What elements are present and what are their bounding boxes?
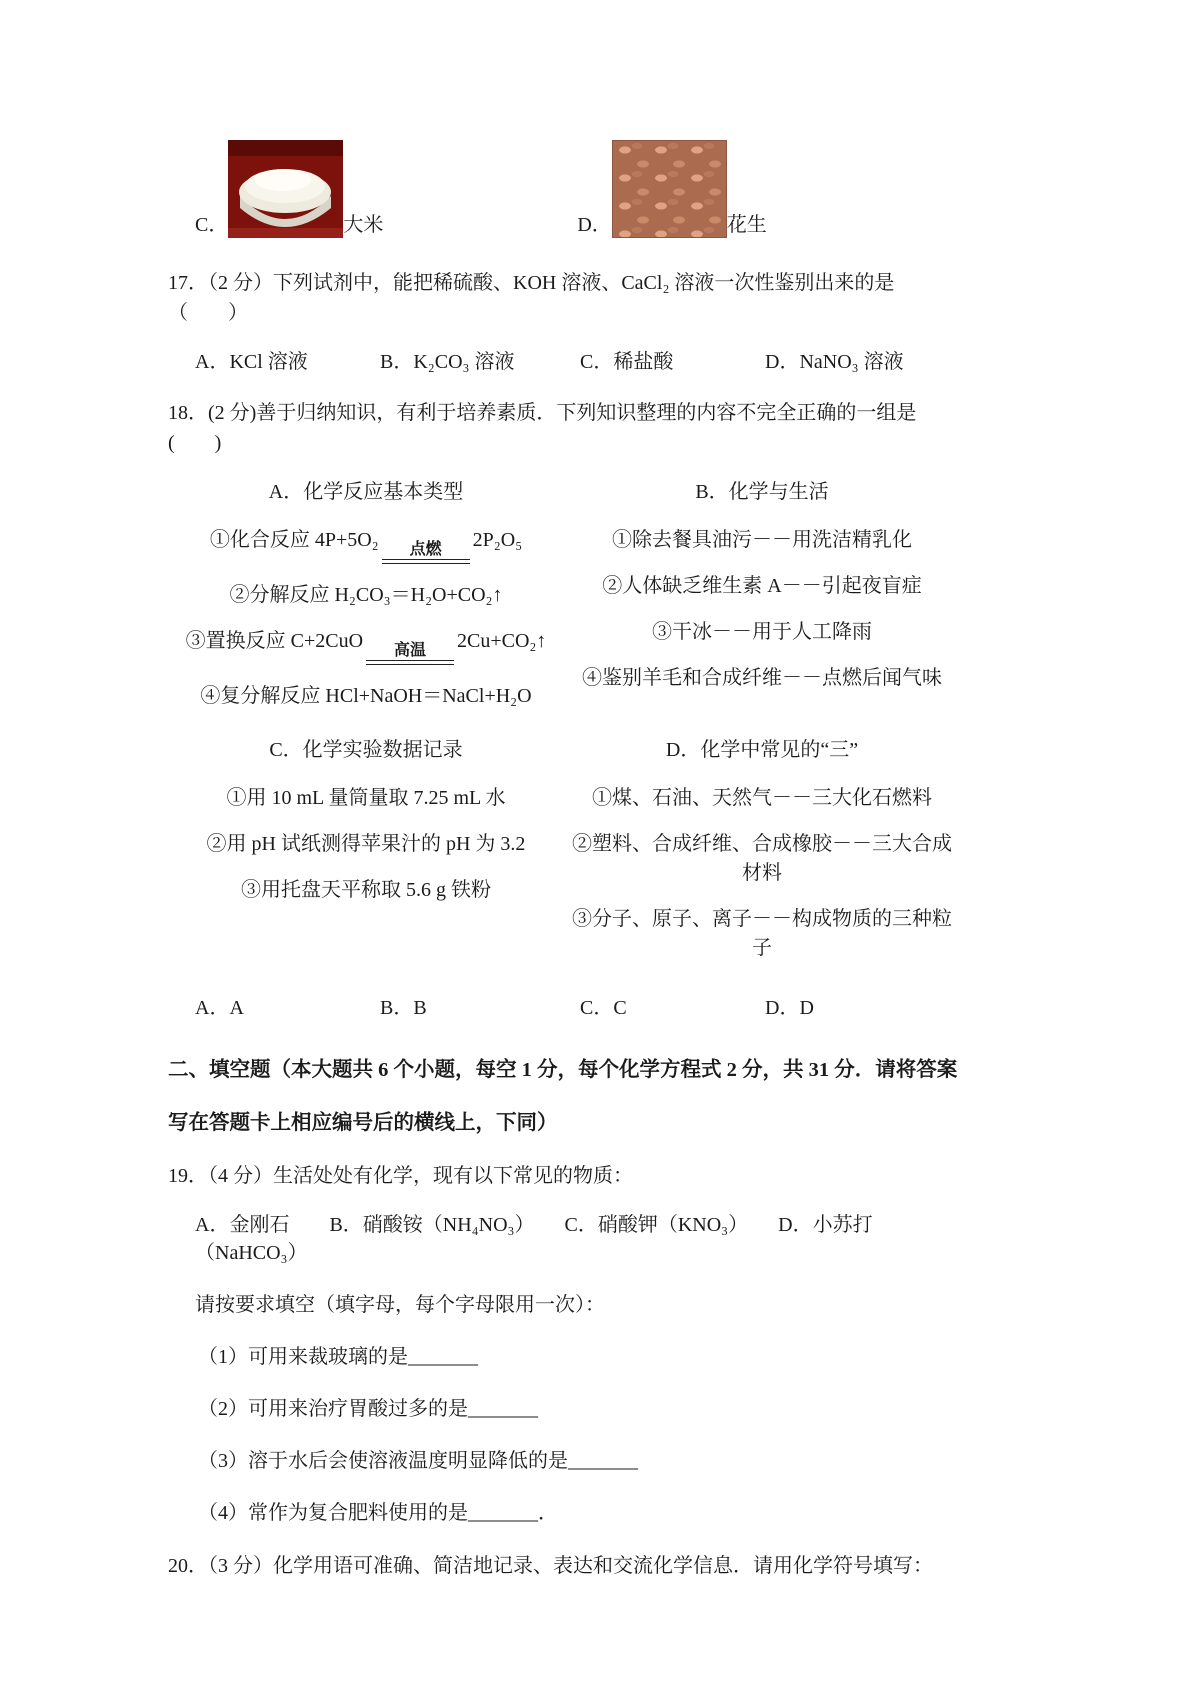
equation-combination	[210, 526, 522, 564]
double-line	[382, 559, 470, 564]
equation-1-left: ①化合反应 4P+5O₂	[209, 529, 379, 551]
question-19-stem: 19．（4 分）生活处处有化学，现有以下常见的物质：	[168, 1164, 633, 1187]
q19-blank-4: （4）常作为复合肥料使用的是_______．	[198, 1501, 558, 1524]
q18-answer-a: A．A	[195, 997, 244, 1019]
condition-high-temp: 高温	[366, 643, 454, 665]
question-17-stem: 17．（2 分）下列试剂中，能把稀硫酸、KOH 溶液、CaCl₂ 溶液一次性鉴别出来的是（ ）	[168, 272, 895, 324]
cell-b	[564, 478, 960, 728]
knowledge-table	[168, 478, 960, 980]
figure-row	[168, 140, 960, 238]
cell-b-title: B．化学与生活	[695, 481, 829, 503]
cell-c-item-1: ①用 10 mL 量筒量取 7.25 mL 水	[226, 787, 506, 809]
figure-d-label: D．	[577, 214, 612, 236]
equation-decomposition: ②分解反应 H₂CO₃＝H₂O+CO₂↑	[229, 584, 503, 606]
q17-option-c: C．稀盐酸	[580, 351, 674, 373]
condition-ignite: 点燃	[382, 542, 470, 564]
cell-c	[168, 736, 564, 980]
double-line	[366, 660, 454, 665]
figure-d-caption: 花生	[726, 214, 767, 236]
q19-blank-2: （2）可用来治疗胃酸过多的是_______	[198, 1397, 538, 1420]
cell-d-item-1: ①煤、石油、天然气－－三大化石燃料	[592, 787, 932, 809]
q18-answer-d: D．D	[765, 997, 814, 1019]
cell-b-item-3: ③干冰－－用于人工降雨	[652, 621, 872, 643]
cell-d-title: D．化学中常见的“三”	[665, 739, 859, 761]
equation-3-left: ③置换反应 C+2CuO	[185, 630, 364, 652]
question-18-answers	[168, 994, 960, 1022]
cell-d-item-2: ②塑料、合成纤维、合成橡胶－－三大合成材料	[572, 833, 952, 884]
rice-photo	[228, 140, 343, 238]
cell-c-item-2: ②用 pH 试纸测得苹果汁的 pH 为 3.2	[206, 833, 526, 855]
question-17-options	[168, 348, 960, 376]
question-18-stem: 18．(2 分)善于归纳知识，有利于培养素质．下列知识整理的内容不完全正确的一组是( )	[168, 402, 917, 454]
q17-option-d: D．NaNO₃ 溶液	[765, 351, 904, 373]
q19-blank-1: （1）可用来裁玻璃的是_______	[198, 1345, 478, 1368]
rice-photo-art	[228, 140, 343, 238]
cell-c-item-3: ③用托盘天平称取 5.6 g 铁粉	[241, 879, 491, 901]
cell-a-title: A．化学反应基本类型	[268, 481, 464, 503]
cell-a	[168, 478, 564, 728]
q18-answer-b: B．B	[380, 997, 427, 1019]
cell-d-item-3: ③分子、原子、离子－－构成物质的三种粒子	[572, 908, 952, 959]
q19-blank-3: （3）溶于水后会使溶液温度明显降低的是_______	[198, 1449, 638, 1472]
question-20-stem: 20．（3 分）化学用语可准确、简洁地记录、表达和交流化学信息．请用化学符号填写：	[168, 1554, 933, 1577]
equation-1-right: 2P₂O₅	[472, 529, 523, 551]
cell-d	[564, 736, 960, 980]
q17-option-a: A．KCl 溶液	[195, 351, 308, 373]
q18-answer-c: C．C	[580, 997, 627, 1019]
cell-c-title: C．化学实验数据记录	[269, 739, 463, 761]
equation-3-right: 2Cu+CO₂↑	[457, 630, 547, 652]
section-2-heading: 二、填空题（本大题共 6 个小题，每空 1 分，每个化学方程式 2 分，共 31 分．请将答案写在答题卡上相应编号后的横线上，下同）	[168, 1059, 958, 1135]
cell-b-item-1: ①除去餐具油污－－用洗洁精乳化	[612, 529, 912, 551]
figure-c-caption: 大米	[343, 214, 384, 236]
q17-option-b: B．K₂CO₃ 溶液	[380, 351, 515, 373]
cell-b-item-4: ④鉴别羊毛和合成纤维－－点燃后闻气味	[582, 667, 942, 689]
question-19-substances: A．金刚石 B．硝酸铵（NH₄NO₃） C．硝酸钾（KNO₃） D．小苏打（NaHCO₃）	[195, 1213, 873, 1264]
cell-b-item-2: ②人体缺乏维生素 A－－引起夜盲症	[602, 575, 922, 597]
question-19-instruction: 请按要求填空（填字母，每个字母限用一次）：	[195, 1293, 605, 1316]
peanuts-photo	[612, 140, 727, 238]
equation-double-displacement: ④复分解反应 HCl+NaOH＝NaCl+H₂O	[200, 685, 532, 707]
equation-displacement	[186, 627, 547, 665]
figure-c-label: C．	[195, 214, 229, 236]
